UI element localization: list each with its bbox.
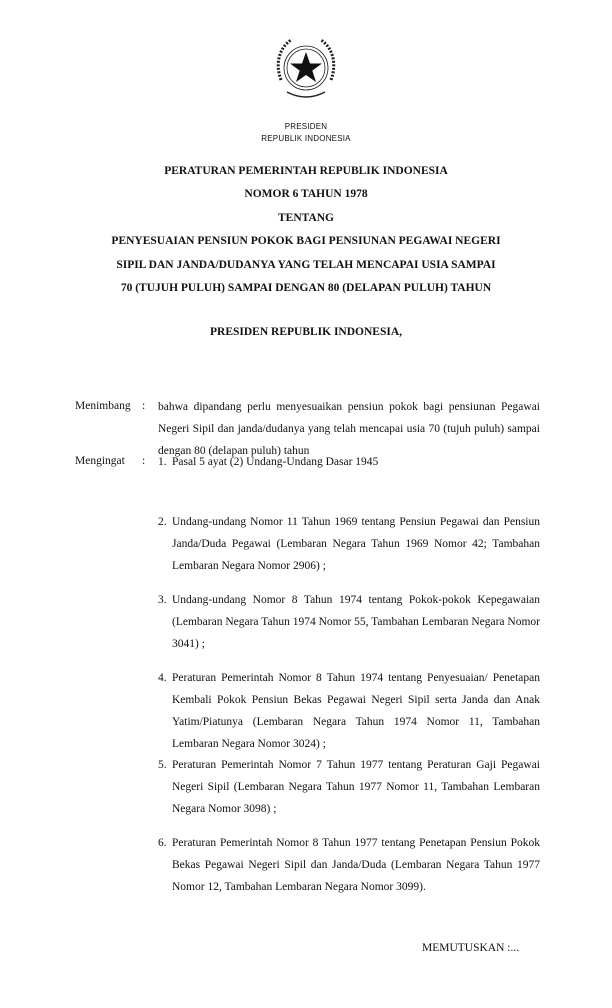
list-item bbox=[158, 451, 540, 473]
document-title bbox=[60, 160, 552, 300]
menimbang-text: bahwa dipandang perlu menyesuaikan pensiun pokok bagi pensiunan Pegawai Negeri Sipil dan janda/dudanya yang telah mencapai usia 70 (tujuh puluh) sampai dengan 80 (delapan puluh) tahun bbox=[158, 401, 540, 457]
list-number: 3. bbox=[158, 594, 167, 606]
list-item bbox=[158, 832, 540, 898]
list-text: Peraturan Pemerintah Nomor 8 Tahun 1974 tentang Penyesuaian/ Penetapan Kembali Pokok Pensiun Bekas Pegawai Negeri Sipil serta Janda dan Anak Yatim/Piatunya (Lembaran Negara Tahun 1974 Nomor 11, Tambahan Lembaran Negara Nomor 3024) ; bbox=[172, 672, 540, 750]
president-heading: PRESIDEN REPUBLIK INDONESIA, bbox=[209, 326, 403, 338]
menimbang-colon: : bbox=[142, 400, 146, 412]
title-line: 70 (TUJUH PULUH) SAMPAI DENGAN 80 (DELAPAN PULUH) TAHUN bbox=[120, 282, 492, 295]
list-number: 6. bbox=[158, 837, 167, 849]
title-line: TENTANG bbox=[277, 211, 335, 224]
memutuskan-continuation: MEMUTUSKAN :... bbox=[422, 942, 520, 954]
list-text: Pasal 5 ayat (2) Undang-Undang Dasar 1945 bbox=[172, 456, 379, 468]
list-number: 4. bbox=[158, 672, 167, 684]
list-text: Peraturan Pemerintah Nomor 8 Tahun 1977 tentang Penetapan Pensiun Pokok Bekas Pegawai Negeri Sipil dan Janda/Duda (Lembaran Negara Tahun 1977 Nomor 12, Tambahan Lembaran Negara Nomor 3099). bbox=[172, 837, 540, 893]
title-line: NOMOR 6 TAHUN 1978 bbox=[244, 188, 368, 201]
mengingat-label: Mengingat bbox=[75, 455, 125, 467]
mengingat-colon: : bbox=[142, 455, 146, 467]
title-line: SIPIL DAN JANDA/DUDANYA YANG TELAH MENCAPAI USIA SAMPAI bbox=[116, 258, 496, 271]
list-text: Peraturan Pemerintah Nomor 7 Tahun 1977 tentang Peraturan Gaji Pegawai Negeri Sipil (Lembaran Negara Tahun 1977 Nomor 11, Tambahan Lembaran Negara Nomor 3098) ; bbox=[172, 759, 540, 815]
list-text: Undang-undang Nomor 11 Tahun 1969 tentang Pensiun Pegawai dan Pensiun Janda/Duda Pegawai (Lembaran Negara Tahun 1969 Nomor 42; Tambahan Lembaran Negara Nomor 2906) ; bbox=[172, 516, 540, 572]
list-text: Undang-undang Nomor 8 Tahun 1974 tentang Pokok-pokok Kepegawaian (Lembaran Negara Tahun 1974 Nomor 55, Tambahan Lembaran Negara Nomor 3041) ; bbox=[172, 594, 540, 650]
title-line: PENYESUAIAN PENSIUN POKOK BAGI PENSIUNAN PEGAWAI NEGERI bbox=[111, 235, 501, 248]
list-item bbox=[158, 667, 540, 755]
list-number: 5. bbox=[158, 759, 167, 771]
list-number: 2. bbox=[158, 516, 167, 528]
list-number: 1. bbox=[158, 456, 167, 468]
menimbang-label: Menimbang bbox=[75, 400, 131, 412]
list-item bbox=[158, 589, 540, 655]
list-item bbox=[158, 754, 540, 820]
emblem-caption-president: PRESIDEN bbox=[284, 122, 328, 131]
title-line: PERATURAN PEMERINTAH REPUBLIK INDONESIA bbox=[164, 165, 448, 177]
list-item bbox=[158, 511, 540, 577]
garuda-star-emblem-icon bbox=[273, 34, 339, 104]
emblem-caption-republic: REPUBLIK INDONESIA bbox=[261, 134, 351, 143]
